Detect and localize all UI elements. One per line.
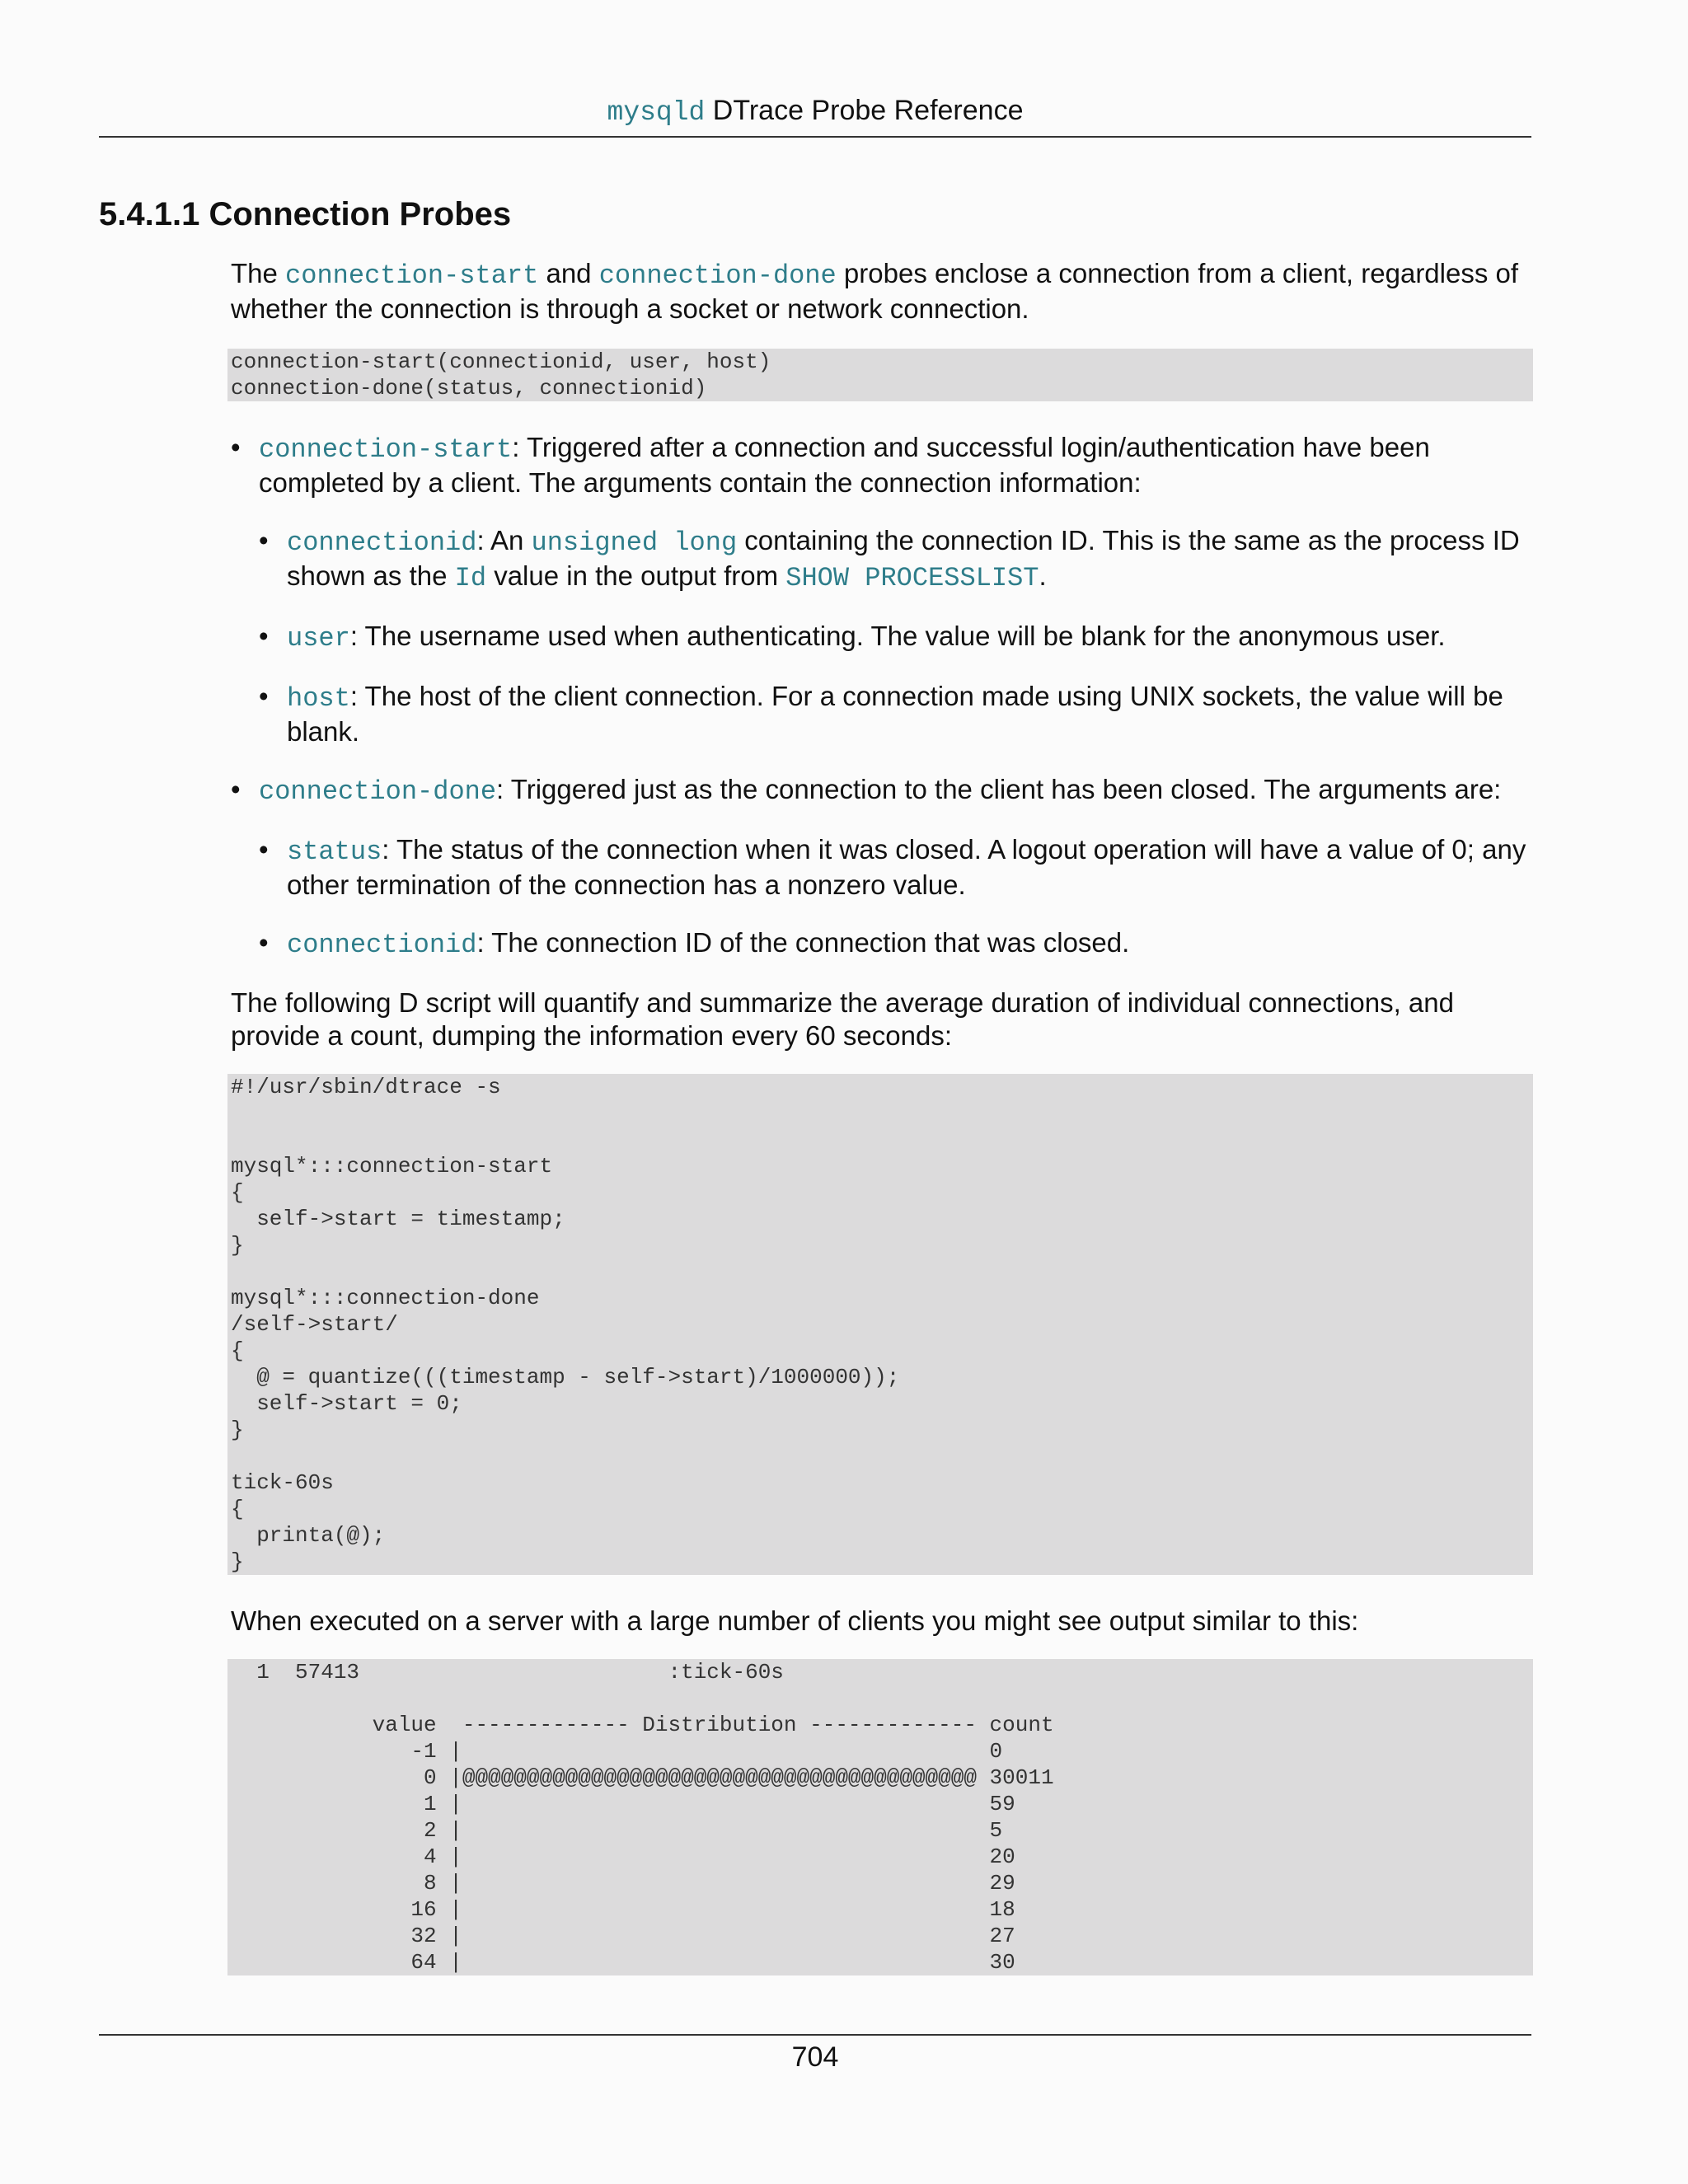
connection-done-term[interactable]: connection-done: [259, 776, 497, 807]
connection-start-term[interactable]: connection-start: [259, 434, 513, 465]
connection-done-args: [259, 833, 1533, 962]
page-number: 704: [791, 2041, 839, 2073]
status-desc: : The status of the connection when it was closed. A logout operation will have a value of 0; any other termination of the connection has a nonzero value.: [287, 834, 1526, 900]
host-term[interactable]: host: [287, 683, 350, 714]
header-rule: [99, 136, 1531, 138]
footer-rule: [99, 2034, 1531, 2036]
dscript-code-block: #!/usr/sbin/dtrace -s mysql*:::connection-start { self->start = timestamp; } mysql*:::connection-done /self->start/ { @ = quantize(((timestamp - self->start)/1000000)); self->start = 0; } tick-60s { printa(@); }: [227, 1074, 1533, 1575]
list-item-done-connectionid: [259, 926, 1533, 962]
list-item-user: [259, 620, 1533, 655]
connection-start-link[interactable]: connection-start: [285, 260, 539, 291]
connectionid-term[interactable]: connectionid: [287, 527, 477, 558]
output-code-block: 1 57413 :tick-60s value ------------- Distribution ------------- count -1 | 0 0 |@@@@@@@@@@@@@@@@@@@@@@@@@@@@@@@@@@@@@@@@ 30011 1 | 59 2 | 5 4 | 20 8 | 29 16 | 18 32 | 27 64 | 30: [227, 1659, 1533, 1975]
connectionid-text-3: value in the output from: [486, 560, 786, 591]
connection-done-desc: : Triggered just as the connection to the client has been closed. The arguments are:: [496, 774, 1502, 804]
done-connectionid-term[interactable]: connectionid: [287, 930, 477, 960]
connectionid-text-1: : An: [476, 525, 532, 555]
connectionid-text-2: containing the connection ID. This is the same as the process ID shown as the: [287, 525, 1520, 591]
main-content: [231, 257, 1533, 2005]
user-desc: : The username used when authenticating. The value will be blank for the anonymous user.: [349, 621, 1446, 651]
intro-text-2: and: [538, 258, 599, 288]
connection-start-args: [259, 524, 1533, 748]
host-desc: : The host of the client connection. For a connection made using UNIX sockets, the value will be blank.: [287, 681, 1503, 747]
header-text: DTrace Probe Reference: [705, 95, 1024, 126]
intro-text-1: The: [231, 258, 286, 288]
user-term[interactable]: user: [287, 623, 350, 654]
running-header: [99, 92, 1531, 131]
list-item-connection-done: [231, 773, 1533, 962]
unsigned-long-term[interactable]: unsigned long: [531, 527, 738, 558]
connectionid-text-4: .: [1039, 560, 1047, 591]
list-item-host: [259, 680, 1533, 748]
connection-start-desc: : Triggered after a connection and successful login/authentication have been completed by a client. The arguments contain the connection information:: [259, 432, 1430, 498]
dscript-intro-paragraph: The following D script will quantify and summarize the average duration of individual connections, and provide a count, dumping the information every 60 seconds:: [231, 987, 1454, 1051]
intro-paragraph: [231, 257, 1533, 326]
signature-code-block: connection-start(connectionid, user, host) connection-done(status, connectionid): [227, 349, 1533, 401]
list-item-status: [259, 833, 1533, 902]
probe-list: [231, 431, 1533, 962]
status-term[interactable]: status: [287, 837, 382, 867]
list-item-connectionid: [259, 524, 1533, 595]
output-intro-paragraph: When executed on a server with a large number of clients you might see output similar to this:: [231, 1605, 1359, 1636]
done-connectionid-desc: : The connection ID of the connection that was closed.: [476, 927, 1130, 958]
connection-done-link[interactable]: connection-done: [598, 260, 837, 291]
show-processlist-link[interactable]: SHOW PROCESSLIST: [785, 563, 1039, 593]
id-term[interactable]: Id: [454, 563, 487, 593]
intro-text-3: probes enclose a connection from a client, regardless of whether the connection is through a socket or network connection.: [231, 258, 1519, 324]
header-code-term: mysqld: [607, 97, 706, 128]
section-title: 5.4.1.1 Connection Probes: [99, 196, 512, 232]
list-item-connection-start: [231, 431, 1533, 748]
